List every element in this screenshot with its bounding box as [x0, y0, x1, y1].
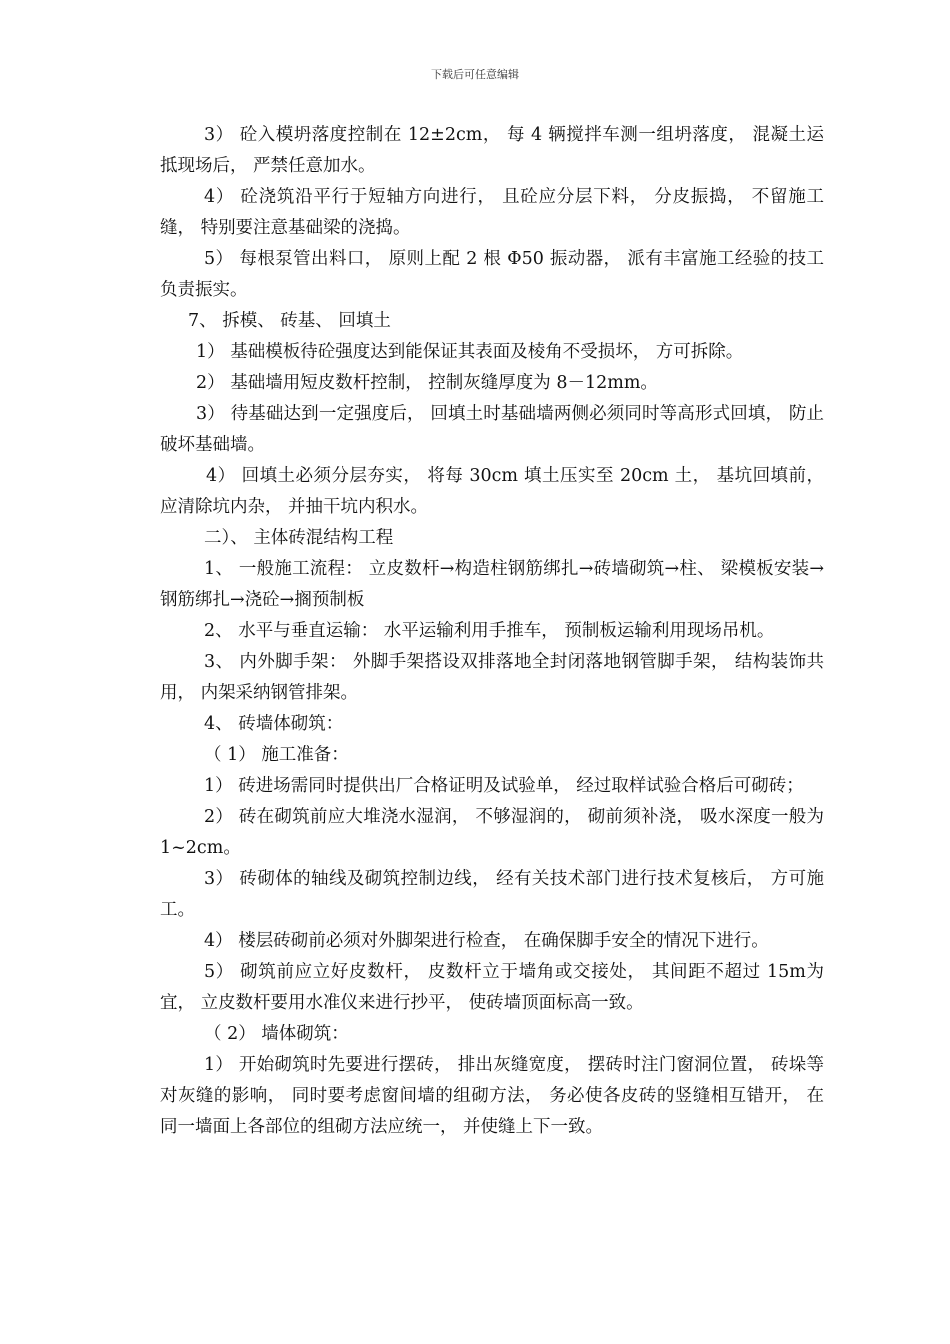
paragraph: （ 1） 施工准备： — [204, 745, 349, 765]
paragraph: 2） 砖在砌筑前应大堆浇水湿润， 不够湿润的， 砌前须补浇， 吸水深度一般为 1~2cm。 — [160, 807, 824, 858]
paragraph: 1、 一般施工流程： 立皮数杆→构造柱钢筋绑扎→砖墙砌筑→柱、 梁模板安装→钢筋绑扎→浇砼→搁预制板 — [160, 559, 824, 610]
paragraph: 5） 每根泵管出料口， 原则上配 2 根 Φ50 振动器， 派有丰富施工经验的技工负责振实。 — [160, 249, 824, 300]
paragraph: 4） 楼层砖砌前必须对外脚架进行检查， 在确保脚手安全的情况下进行。 — [204, 931, 769, 951]
paragraph: 5） 砌筑前应立好皮数杆， 皮数杆立于墙角或交接处， 其间距不超过 15m为宜， 立皮数杆要用水准仪来进行抄平， 使砖墙顶面标高一致。 — [160, 962, 824, 1013]
paragraph: 1） 开始砌筑时先要进行摆砖， 排出灰缝宽度， 摆砖时注门窗洞位置， 砖垛等对灰缝的影响， 同时要考虑窗间墙的组砌方法， 务必使各皮砖的竖缝相互错开， 在同一墙面上各部位的组砌方法应统一， 并使缝上下一致。 — [160, 1055, 824, 1137]
paragraph: 1） 基础模板待砼强度达到能保证其表面及棱角不受损坏， 方可拆除。 — [196, 342, 744, 362]
paragraph: 3） 待基础达到一定强度后， 回填土时基础墙两侧必须同时等高形式回填， 防止破坏基础墙。 — [160, 404, 824, 455]
paragraph: 3、 内外脚手架： 外脚手架搭设双排落地全封闭落地钢管脚手架， 结构装饰共用， 内架采纳钢管排架。 — [160, 652, 824, 703]
paragraph: 3） 砼入模坍落度控制在 12±2cm， 每 4 辆搅拌车测一组坍落度， 混凝土运抵现场后， 严禁任意加水。 — [160, 125, 824, 176]
paragraph: 4） 回填土必须分层夯实， 将每 30cm 填土压实至 20cm 土， 基坑回填前， 应清除坑内杂， 并抽干坑内积水。 — [160, 466, 824, 517]
paragraph: 4） 砼浇筑沿平行于短轴方向进行， 且砼应分层下料， 分皮振捣， 不留施工缝， 特别要注意基础梁的浇捣。 — [160, 187, 824, 238]
paragraph: 2） 基础墙用短皮数杆控制， 控制灰缝厚度为 8－12mm。 — [196, 373, 658, 393]
page-header: 下载后可任意编辑 — [431, 68, 519, 81]
document-body — [160, 120, 824, 1143]
paragraph: （ 2） 墙体砌筑： — [204, 1024, 349, 1044]
paragraph: 1） 砖进场需同时提供出厂合格证明及试验单， 经过取样试验合格后可砌砖； — [204, 776, 804, 796]
paragraph: 3） 砖砌体的轴线及砌筑控制边线， 经有关技术部门进行技术复核后， 方可施工。 — [160, 869, 824, 920]
paragraph: 2、 水平与垂直运输： 水平运输利用手推车， 预制板运输利用现场吊机。 — [204, 621, 775, 641]
section-heading: 二）、 主体砖混结构工程 — [204, 528, 394, 548]
section-heading: 7、 拆模、 砖基、 回填土 — [188, 311, 391, 331]
paragraph: 4、 砖墙体砌筑： — [204, 714, 344, 734]
